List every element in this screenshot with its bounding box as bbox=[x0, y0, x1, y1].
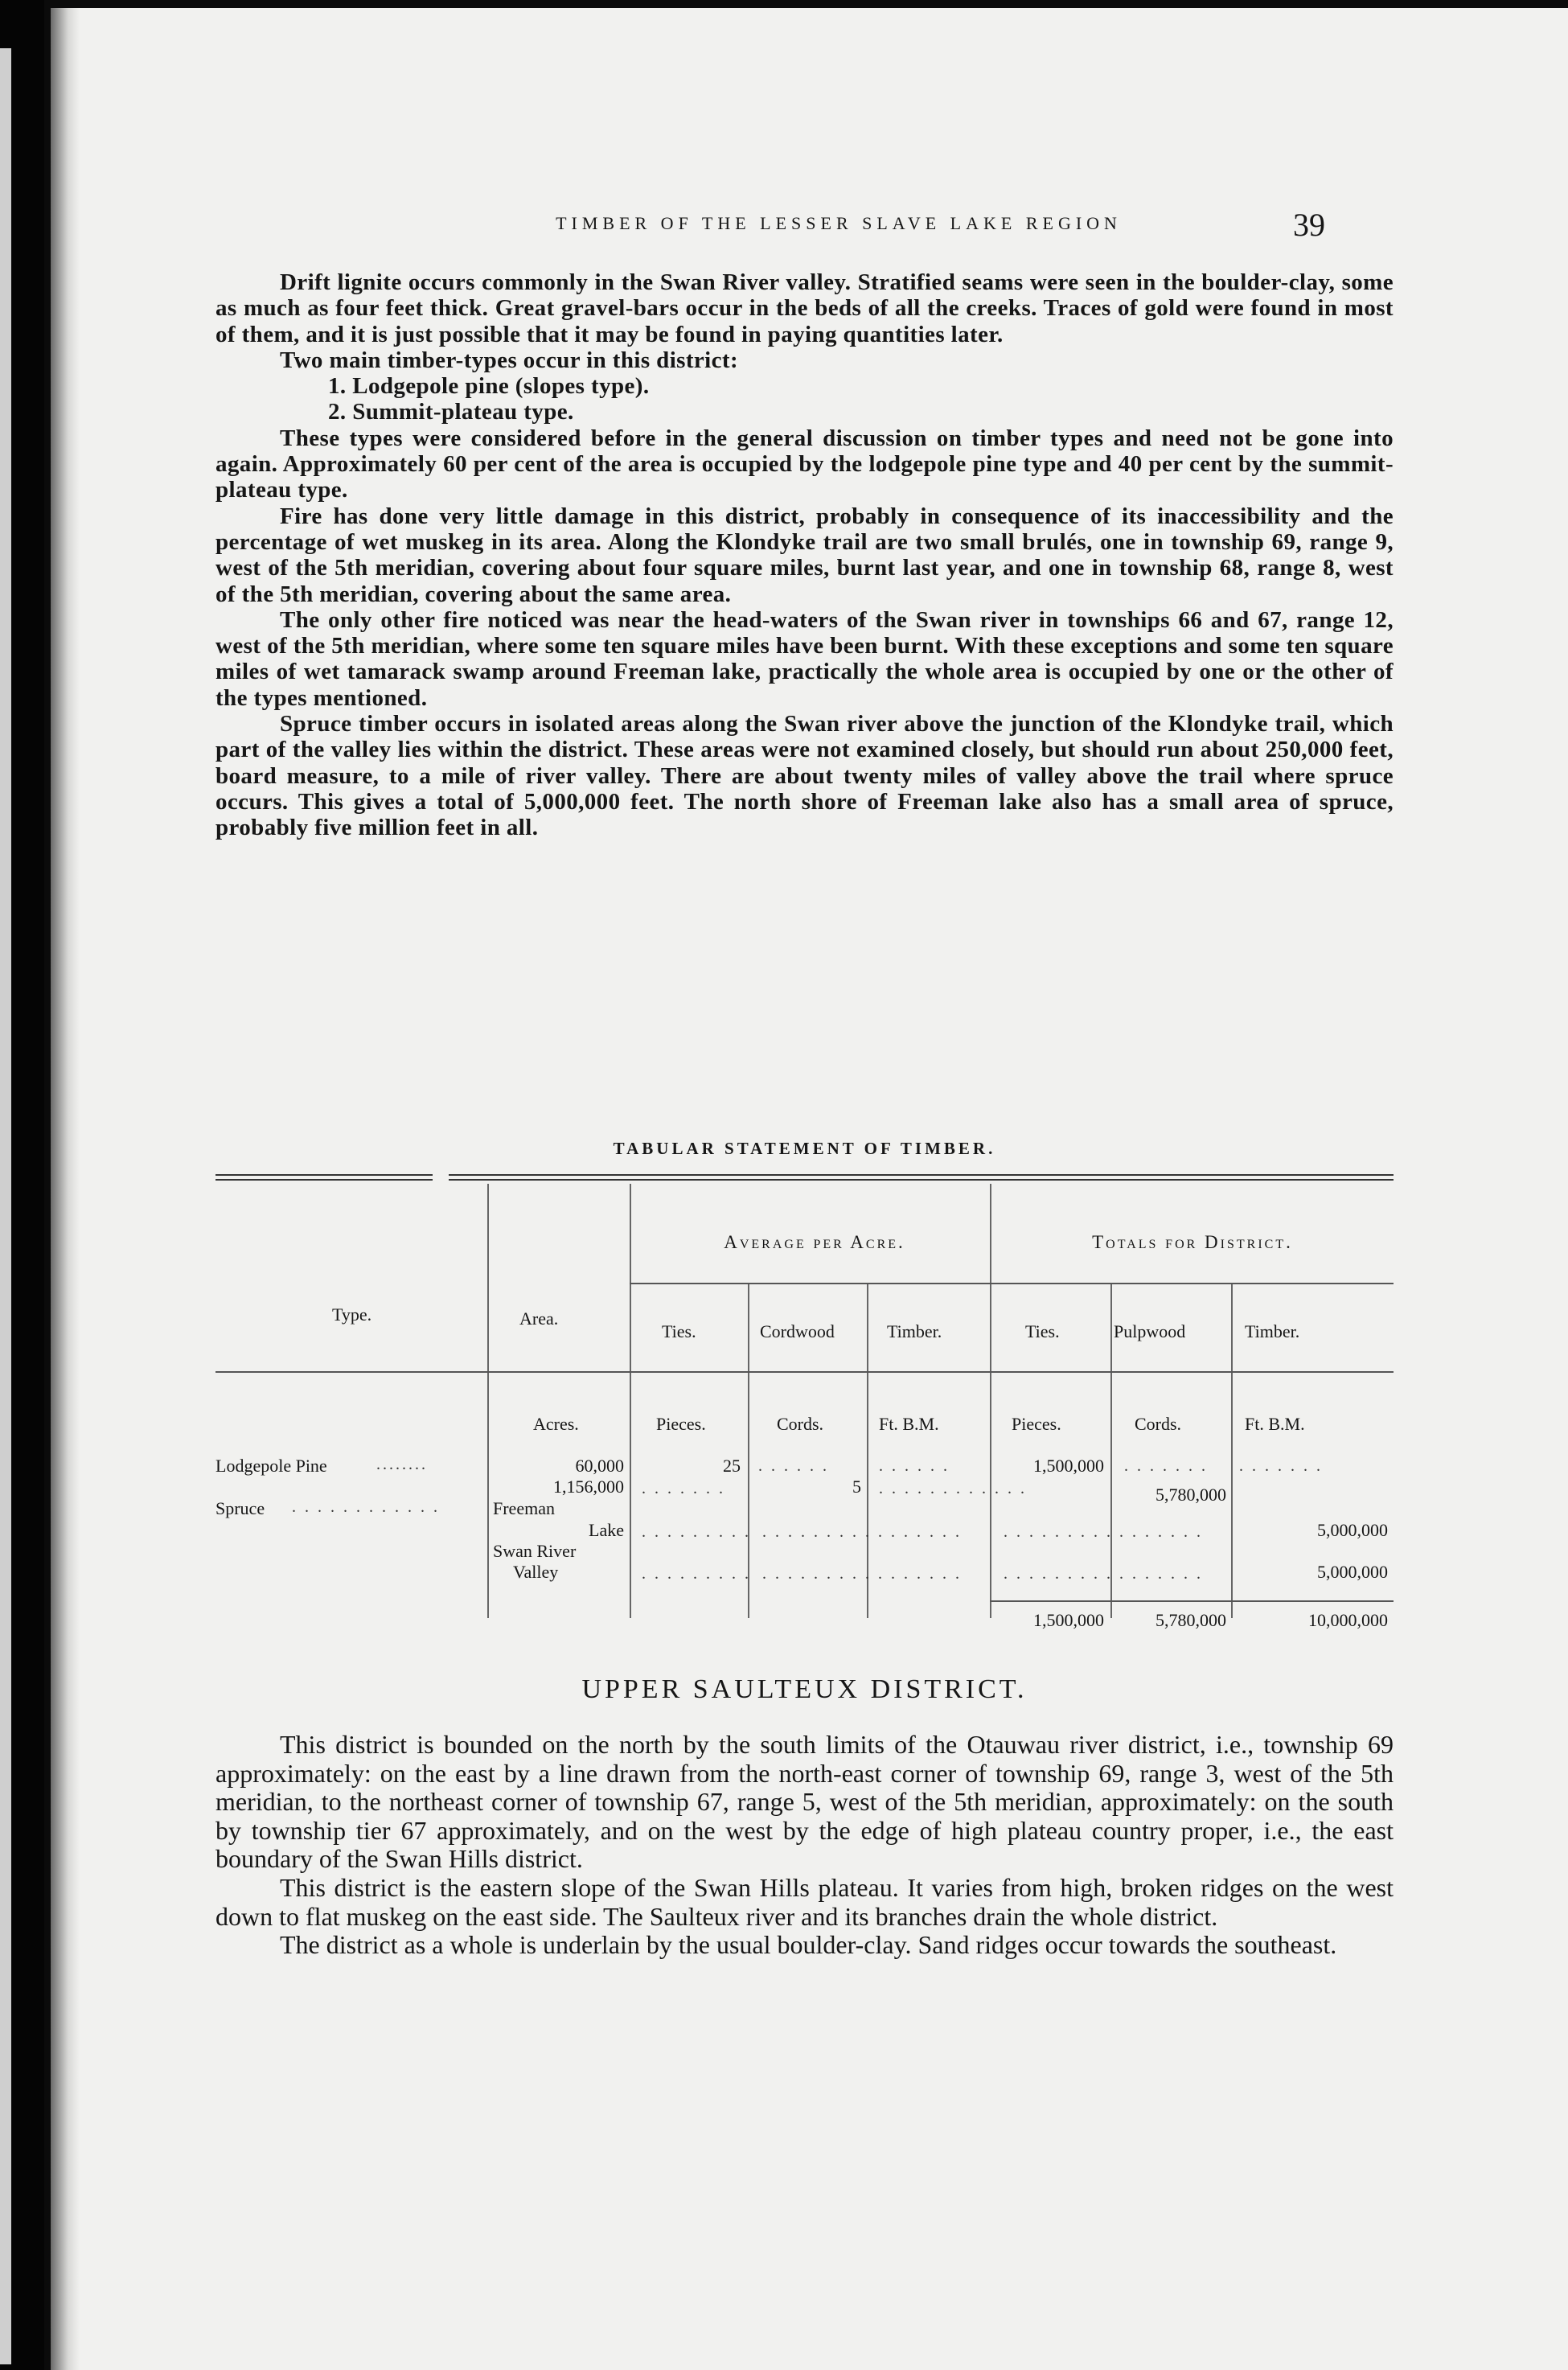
body-text-lower bbox=[215, 1731, 1394, 1960]
leader-dots: . . . . . . . . . bbox=[642, 1523, 751, 1541]
leader-dots: . . . . . . . . . . . . . . . . bbox=[1004, 1523, 1203, 1541]
table-top-rule-right bbox=[449, 1174, 1394, 1181]
unit-tot-timber: Ft. B.M. bbox=[1245, 1414, 1305, 1434]
page-number: 39 bbox=[1293, 207, 1325, 243]
leader-dots: . . . . . . . . . . . . bbox=[879, 1480, 1027, 1497]
table-divider-pulp-ttimber bbox=[1231, 1283, 1233, 1618]
paragraph-boulder-clay: The district as a whole is underlain by the usual boulder-clay. Sand ridges occur towards the southeast. bbox=[280, 1930, 1337, 1960]
table-header-rule bbox=[215, 1371, 1394, 1373]
col-header-tot-timber: Timber. bbox=[1245, 1321, 1300, 1341]
unit-tot-pulp: Cords. bbox=[1135, 1414, 1182, 1434]
list-item-lodgepole: 1. Lodgepole pine (slopes type). bbox=[328, 373, 650, 400]
unit-avg-ties: Pieces. bbox=[656, 1414, 706, 1434]
col-header-tot-ties: Ties. bbox=[1025, 1321, 1060, 1341]
cell-lodgepole-avg-ties: 25 bbox=[723, 1456, 741, 1476]
leader-dots: . . . . . . . . . . . . . . . . bbox=[762, 1565, 962, 1583]
unit-area: Acres. bbox=[533, 1414, 579, 1434]
leader-dots: . . . . . . . . . . . . . . . . bbox=[762, 1523, 962, 1541]
cell-freeman-1: Freeman bbox=[493, 1498, 555, 1518]
paragraph-other-fire: The only other fire noticed was near the head-waters of the Swan river in townships 66 and 67, range 12, west of the 5th meridian, where some ten square miles have been burnt. With these exceptions and some ten square miles of wet tamarack swamp around Freeman lake, practically the whole area is occupied by one or the other of the types mentioned. bbox=[215, 606, 1394, 711]
table-divider-avg-totals bbox=[990, 1184, 991, 1618]
paragraph-fire-damage: Fire has done very little damage in this district, probably in consequence of its inaccessibility and the percentage of wet muskeg in its area. Along the Klondyke trail are two small brulés, one in township 69, range 9, west of the 5th meridian, covering about four square miles, burnt last year, and one in township 68, range 8, west of the 5th meridian, covering about the same area. bbox=[215, 503, 1394, 607]
table-divider-type-area bbox=[487, 1184, 489, 1618]
leader-dots: . . . . . . . . . . . . . . . . bbox=[1004, 1565, 1203, 1583]
cell-lodgepole-tot-ties: 1,500,000 bbox=[1033, 1456, 1104, 1476]
cell-spruce-avg-cord: 5 bbox=[852, 1477, 861, 1497]
gutter-shadow bbox=[51, 8, 80, 2370]
unit-avg-cord: Cords. bbox=[777, 1414, 824, 1434]
paragraph-types-considered: These types were considered before in the general discussion on timber types and need not be gone into again. Approximately 60 per cent of the area is occupied by the lodgepole pine type and 40 per cent by the summit-plateau type. bbox=[215, 425, 1394, 503]
leader-dots: ........ bbox=[376, 1456, 428, 1473]
col-header-avg-ties: Ties. bbox=[662, 1321, 696, 1341]
cell-swan-1: Swan River bbox=[493, 1541, 577, 1561]
paragraph-lignite: Drift lignite occurs commonly in the Swan River valley. Stratified seams were seen in the boulder-clay, some as much as four feet thick. Great gravel-bars occur in the beds of all the creeks. Traces of gold were found in most of them, and it is just possible that it may be found in paying quantities later. bbox=[215, 269, 1394, 347]
cell-spruce-area: 1,156,000 bbox=[553, 1477, 624, 1497]
total-ties: 1,500,000 bbox=[1033, 1610, 1104, 1630]
leader-dots: . . . . . . bbox=[879, 1457, 950, 1475]
row-type-spruce: Spruce bbox=[215, 1498, 265, 1518]
col-header-tot-pulpwood: Pulpwood bbox=[1114, 1321, 1186, 1341]
total-timber: 10,000,000 bbox=[1308, 1610, 1388, 1630]
leader-dots: . . . . . . . . . . . . bbox=[292, 1498, 440, 1516]
total-pulpwood: 5,780,000 bbox=[1155, 1610, 1226, 1630]
table-totals-rule bbox=[990, 1600, 1394, 1602]
cell-swan-2: Valley bbox=[513, 1562, 559, 1582]
cell-swan-tot-timber: 5,000,000 bbox=[1317, 1562, 1388, 1582]
running-head: TIMBER OF THE LESSER SLAVE LAKE REGION bbox=[556, 213, 1122, 233]
section-title: UPPER SAULTEUX DISTRICT. bbox=[581, 1674, 1028, 1704]
leader-dots: . . . . . . bbox=[758, 1457, 829, 1475]
body-text-upper bbox=[215, 269, 1394, 841]
paragraph-spruce-timber: Spruce timber occurs in isolated areas along the Swan river above the junction of the Klondyke trail, which part of the valley lies within the district. These areas were not examined closely, but should run about 250,000 feet, board measure, to a mile of river valley. There are about twenty miles of valley above the trail where spruce occurs. This gives a total of 5,000,000 feet. The north shore of Freeman lake also has a small area of spruce, probably five million feet in all. bbox=[215, 711, 1394, 841]
paragraph-eastern-slope: This district is the eastern slope of the Swan Hills plateau. It varies from high, broken ridges on the west down to flat muskeg on the east side. The Saulteux river and its branches drain the whole district. bbox=[215, 1872, 1394, 1931]
unit-avg-timber: Ft. B.M. bbox=[879, 1414, 939, 1434]
col-header-avg-cordwood: Cordwood bbox=[760, 1321, 835, 1341]
group-header-totals: Totals for District. bbox=[1092, 1232, 1293, 1252]
leader-dots: . . . . . . . bbox=[1239, 1457, 1323, 1475]
table-divider-area-avg bbox=[630, 1184, 631, 1618]
paragraph-boundaries: This district is bounded on the north by the south limits of the Otauwau river district, i.e., township 69 approximately: on the east by a line drawn from the north-east corner of township 69, range 3, west of the 5th meridian, to the northeast corner of township 67, range 5, west of the 5th meridian, approximately: on the south by township tier 67 approximately, and on the west by the edge of high plateau country proper, i.e., the east boundary of the Swan Hills district. bbox=[215, 1730, 1394, 1874]
book-page bbox=[51, 8, 1568, 2370]
table-group-rule bbox=[630, 1283, 1394, 1284]
col-header-avg-timber: Timber. bbox=[887, 1321, 942, 1341]
col-header-area: Area. bbox=[519, 1308, 559, 1329]
paragraph-timber-types-intro: Two main timber-types occur in this district: bbox=[280, 347, 739, 373]
cell-lodgepole-area: 60,000 bbox=[575, 1456, 624, 1476]
row-type-lodgepole: Lodgepole Pine bbox=[215, 1456, 327, 1476]
leader-dots: . . . . . . . bbox=[642, 1480, 725, 1497]
unit-tot-ties: Pieces. bbox=[1012, 1414, 1061, 1434]
leader-dots: . . . . . . . bbox=[1124, 1457, 1208, 1475]
col-header-type: Type. bbox=[332, 1304, 372, 1325]
group-header-average: Average per Acre. bbox=[724, 1232, 905, 1252]
previous-page-edge bbox=[0, 48, 11, 2364]
cell-freeman-2: Lake bbox=[589, 1520, 624, 1540]
cell-freeman-tot-timber: 5,000,000 bbox=[1317, 1520, 1388, 1540]
cell-spruce-tot-pulp: 5,780,000 bbox=[1155, 1485, 1226, 1505]
leader-dots: . . . . . . . . . bbox=[642, 1565, 751, 1583]
list-item-summit: 2. Summit-plateau type. bbox=[328, 399, 574, 425]
table-top-rule-left bbox=[215, 1174, 433, 1181]
table-caption: TABULAR STATEMENT OF TIMBER. bbox=[613, 1139, 996, 1158]
